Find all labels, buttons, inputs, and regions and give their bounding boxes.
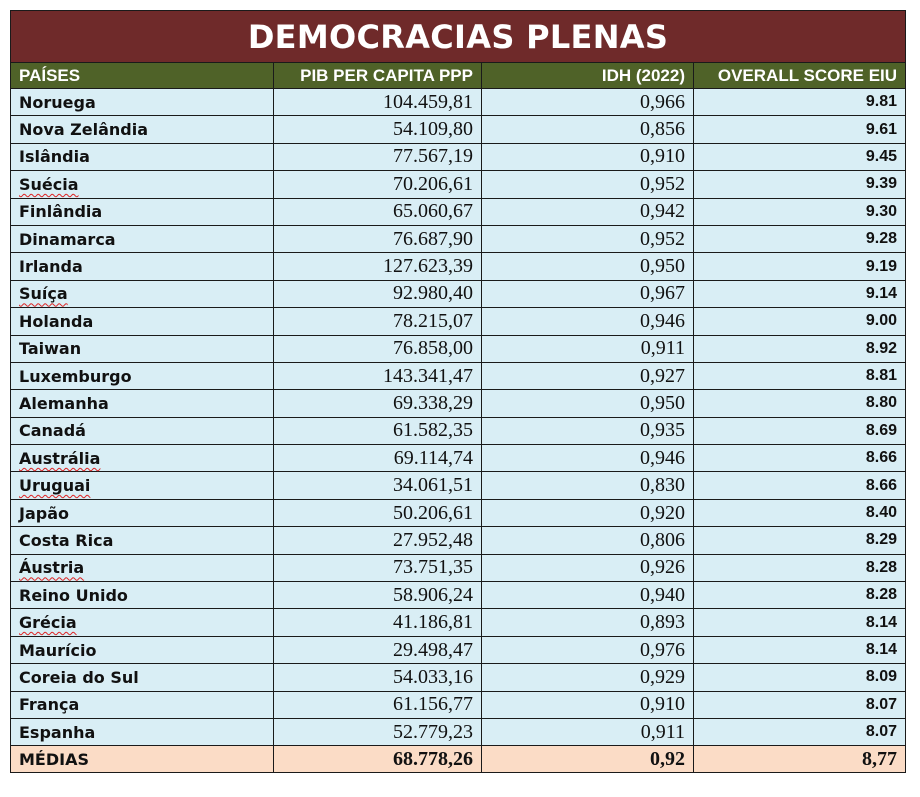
cell-score[interactable]: 8.92 (694, 335, 906, 362)
table-body (11, 89, 906, 746)
cell-country[interactable] (11, 691, 274, 718)
cell-idh[interactable]: 0,910 (482, 691, 694, 718)
country-name: Finlândia (19, 202, 103, 222)
cell-idh[interactable]: 0,911 (482, 718, 694, 745)
cell-country[interactable] (11, 582, 274, 609)
country-name: Uruguai (19, 476, 91, 496)
cell-score[interactable]: 8.69 (694, 417, 906, 444)
cell-pib[interactable]: 58.906,24 (274, 582, 482, 609)
cell-pib[interactable]: 54.109,80 (274, 116, 482, 143)
cell-score[interactable]: 8.29 (694, 527, 906, 554)
cell-country[interactable] (11, 499, 274, 526)
header-score[interactable]: OVERALL SCORE EIU (694, 63, 906, 89)
table-row (11, 445, 906, 472)
cell-pib[interactable]: 27.952,48 (274, 527, 482, 554)
cell-country[interactable] (11, 636, 274, 663)
spreadsheet-table-container (10, 10, 905, 773)
cell-country[interactable] (11, 390, 274, 417)
averages-score[interactable]: 8,77 (694, 746, 906, 773)
cell-score[interactable]: 8.14 (694, 636, 906, 663)
averages-pib[interactable]: 68.778,26 (274, 746, 482, 773)
cell-pib[interactable]: 34.061,51 (274, 472, 482, 499)
cell-score[interactable]: 9.61 (694, 116, 906, 143)
country-name: Reino Unido (19, 585, 128, 605)
table-row (11, 527, 906, 554)
title-row (11, 11, 906, 63)
header-pib[interactable]: PIB PER CAPITA PPP (274, 63, 482, 89)
cell-score[interactable]: 8.09 (694, 664, 906, 691)
country-name: Grécia (19, 613, 77, 633)
cell-pib[interactable]: 69.338,29 (274, 390, 482, 417)
cell-idh[interactable]: 0,920 (482, 499, 694, 526)
cell-pib[interactable]: 127.623,39 (274, 253, 482, 280)
country-name: Dinamarca (19, 229, 116, 249)
country-name: Holanda (19, 311, 94, 331)
country-name: Alemanha (19, 393, 109, 413)
country-name: Islândia (19, 147, 90, 167)
table-row (11, 89, 906, 116)
country-name: Irlanda (19, 257, 83, 277)
table-row (11, 171, 906, 198)
cell-pib[interactable]: 29.498,47 (274, 636, 482, 663)
cell-country[interactable] (11, 609, 274, 636)
cell-score[interactable]: 8.40 (694, 499, 906, 526)
table-row (11, 143, 906, 170)
table-row (11, 308, 906, 335)
cell-idh[interactable]: 0,929 (482, 664, 694, 691)
cell-idh[interactable]: 0,950 (482, 253, 694, 280)
country-name: Luxemburgo (19, 366, 132, 386)
cell-score[interactable]: 9.00 (694, 308, 906, 335)
cell-pib[interactable]: 78.215,07 (274, 308, 482, 335)
cell-score[interactable]: 8.80 (694, 390, 906, 417)
cell-idh[interactable]: 0,911 (482, 335, 694, 362)
cell-country[interactable] (11, 143, 274, 170)
country-name: Coreia do Sul (19, 667, 139, 687)
cell-score[interactable]: 9.45 (694, 143, 906, 170)
cell-country[interactable] (11, 445, 274, 472)
cell-score[interactable]: 8.07 (694, 691, 906, 718)
cell-idh[interactable]: 0,952 (482, 171, 694, 198)
cell-score[interactable]: 8.66 (694, 445, 906, 472)
country-name: Suíça (19, 284, 68, 304)
country-name: Noruega (19, 92, 96, 112)
cell-pib[interactable]: 50.206,61 (274, 499, 482, 526)
cell-score[interactable]: 9.30 (694, 198, 906, 225)
cell-idh[interactable]: 0,967 (482, 280, 694, 307)
cell-idh[interactable]: 0,950 (482, 390, 694, 417)
cell-score[interactable]: 8.81 (694, 362, 906, 389)
header-row (11, 63, 906, 89)
cell-idh[interactable]: 0,910 (482, 143, 694, 170)
cell-pib[interactable]: 52.779,23 (274, 718, 482, 745)
cell-country[interactable] (11, 554, 274, 581)
cell-idh[interactable]: 0,806 (482, 527, 694, 554)
cell-idh[interactable]: 0,830 (482, 472, 694, 499)
header-country[interactable]: PAÍSES (11, 63, 274, 89)
cell-country[interactable] (11, 664, 274, 691)
cell-country[interactable] (11, 335, 274, 362)
cell-country[interactable] (11, 280, 274, 307)
cell-idh[interactable]: 0,926 (482, 554, 694, 581)
table-row (11, 636, 906, 663)
cell-score[interactable]: 8.14 (694, 609, 906, 636)
table-row (11, 253, 906, 280)
cell-country[interactable] (11, 718, 274, 745)
cell-score[interactable]: 8.66 (694, 472, 906, 499)
cell-pib[interactable]: 104.459,81 (274, 89, 482, 116)
averages-label[interactable]: MÉDIAS (11, 746, 274, 773)
cell-score[interactable]: 9.19 (694, 253, 906, 280)
cell-score[interactable]: 9.39 (694, 171, 906, 198)
cell-idh[interactable]: 0,966 (482, 89, 694, 116)
table-row (11, 582, 906, 609)
cell-idh[interactable]: 0,856 (482, 116, 694, 143)
country-name: Nova Zelândia (19, 120, 149, 140)
cell-idh[interactable]: 0,942 (482, 198, 694, 225)
averages-idh[interactable]: 0,92 (482, 746, 694, 773)
cell-pib[interactable]: 76.687,90 (274, 225, 482, 252)
table-row (11, 472, 906, 499)
country-name: Maurício (19, 640, 97, 660)
cell-country[interactable] (11, 116, 274, 143)
cell-idh[interactable]: 0,946 (482, 308, 694, 335)
table-row (11, 225, 906, 252)
country-name: Áustria (19, 558, 85, 578)
table-row (11, 499, 906, 526)
header-idh[interactable]: IDH (2022) (482, 63, 694, 89)
cell-pib[interactable]: 61.582,35 (274, 417, 482, 444)
cell-pib[interactable]: 77.567,19 (274, 143, 482, 170)
cell-score[interactable]: 8.28 (694, 554, 906, 581)
cell-country[interactable] (11, 417, 274, 444)
cell-country[interactable] (11, 171, 274, 198)
country-name: Japão (19, 503, 69, 523)
cell-country[interactable] (11, 198, 274, 225)
cell-score[interactable]: 8.28 (694, 582, 906, 609)
table-row (11, 718, 906, 745)
cell-idh[interactable]: 0,976 (482, 636, 694, 663)
cell-idh[interactable]: 0,893 (482, 609, 694, 636)
democracies-table (10, 10, 906, 773)
cell-country[interactable] (11, 253, 274, 280)
cell-pib[interactable]: 69.114,74 (274, 445, 482, 472)
cell-idh[interactable]: 0,952 (482, 225, 694, 252)
cell-pib[interactable]: 61.156,77 (274, 691, 482, 718)
cell-idh[interactable]: 0,935 (482, 417, 694, 444)
country-name: França (19, 695, 80, 715)
table-row (11, 362, 906, 389)
cell-pib[interactable]: 92.980,40 (274, 280, 482, 307)
table-row (11, 554, 906, 581)
cell-country[interactable] (11, 225, 274, 252)
table-row (11, 691, 906, 718)
table-row (11, 664, 906, 691)
cell-pib[interactable]: 70.206,61 (274, 171, 482, 198)
cell-score[interactable]: 9.14 (694, 280, 906, 307)
table-row (11, 417, 906, 444)
cell-score[interactable]: 9.28 (694, 225, 906, 252)
cell-idh[interactable]: 0,940 (482, 582, 694, 609)
table-row (11, 116, 906, 143)
cell-score[interactable]: 9.81 (694, 89, 906, 116)
country-name: Canadá (19, 421, 86, 441)
cell-country[interactable] (11, 472, 274, 499)
table-row (11, 198, 906, 225)
country-name: Austrália (19, 448, 101, 468)
cell-idh[interactable]: 0,927 (482, 362, 694, 389)
country-name: Taiwan (19, 339, 82, 359)
cell-pib[interactable]: 143.341,47 (274, 362, 482, 389)
averages-row (11, 746, 906, 773)
country-name: Costa Rica (19, 530, 114, 550)
table-row (11, 335, 906, 362)
cell-pib[interactable]: 73.751,35 (274, 554, 482, 581)
country-name: Espanha (19, 722, 96, 742)
cell-country[interactable] (11, 527, 274, 554)
cell-pib[interactable]: 76.858,00 (274, 335, 482, 362)
table-row (11, 609, 906, 636)
cell-country[interactable] (11, 362, 274, 389)
cell-pib[interactable]: 65.060,67 (274, 198, 482, 225)
cell-pib[interactable]: 54.033,16 (274, 664, 482, 691)
table-row (11, 390, 906, 417)
cell-country[interactable] (11, 308, 274, 335)
cell-score[interactable]: 8.07 (694, 718, 906, 745)
cell-country[interactable] (11, 89, 274, 116)
table-title[interactable]: DEMOCRACIAS PLENAS (11, 11, 906, 63)
cell-idh[interactable]: 0,946 (482, 445, 694, 472)
cell-pib[interactable]: 41.186,81 (274, 609, 482, 636)
country-name: Suécia (19, 174, 79, 194)
table-row (11, 280, 906, 307)
